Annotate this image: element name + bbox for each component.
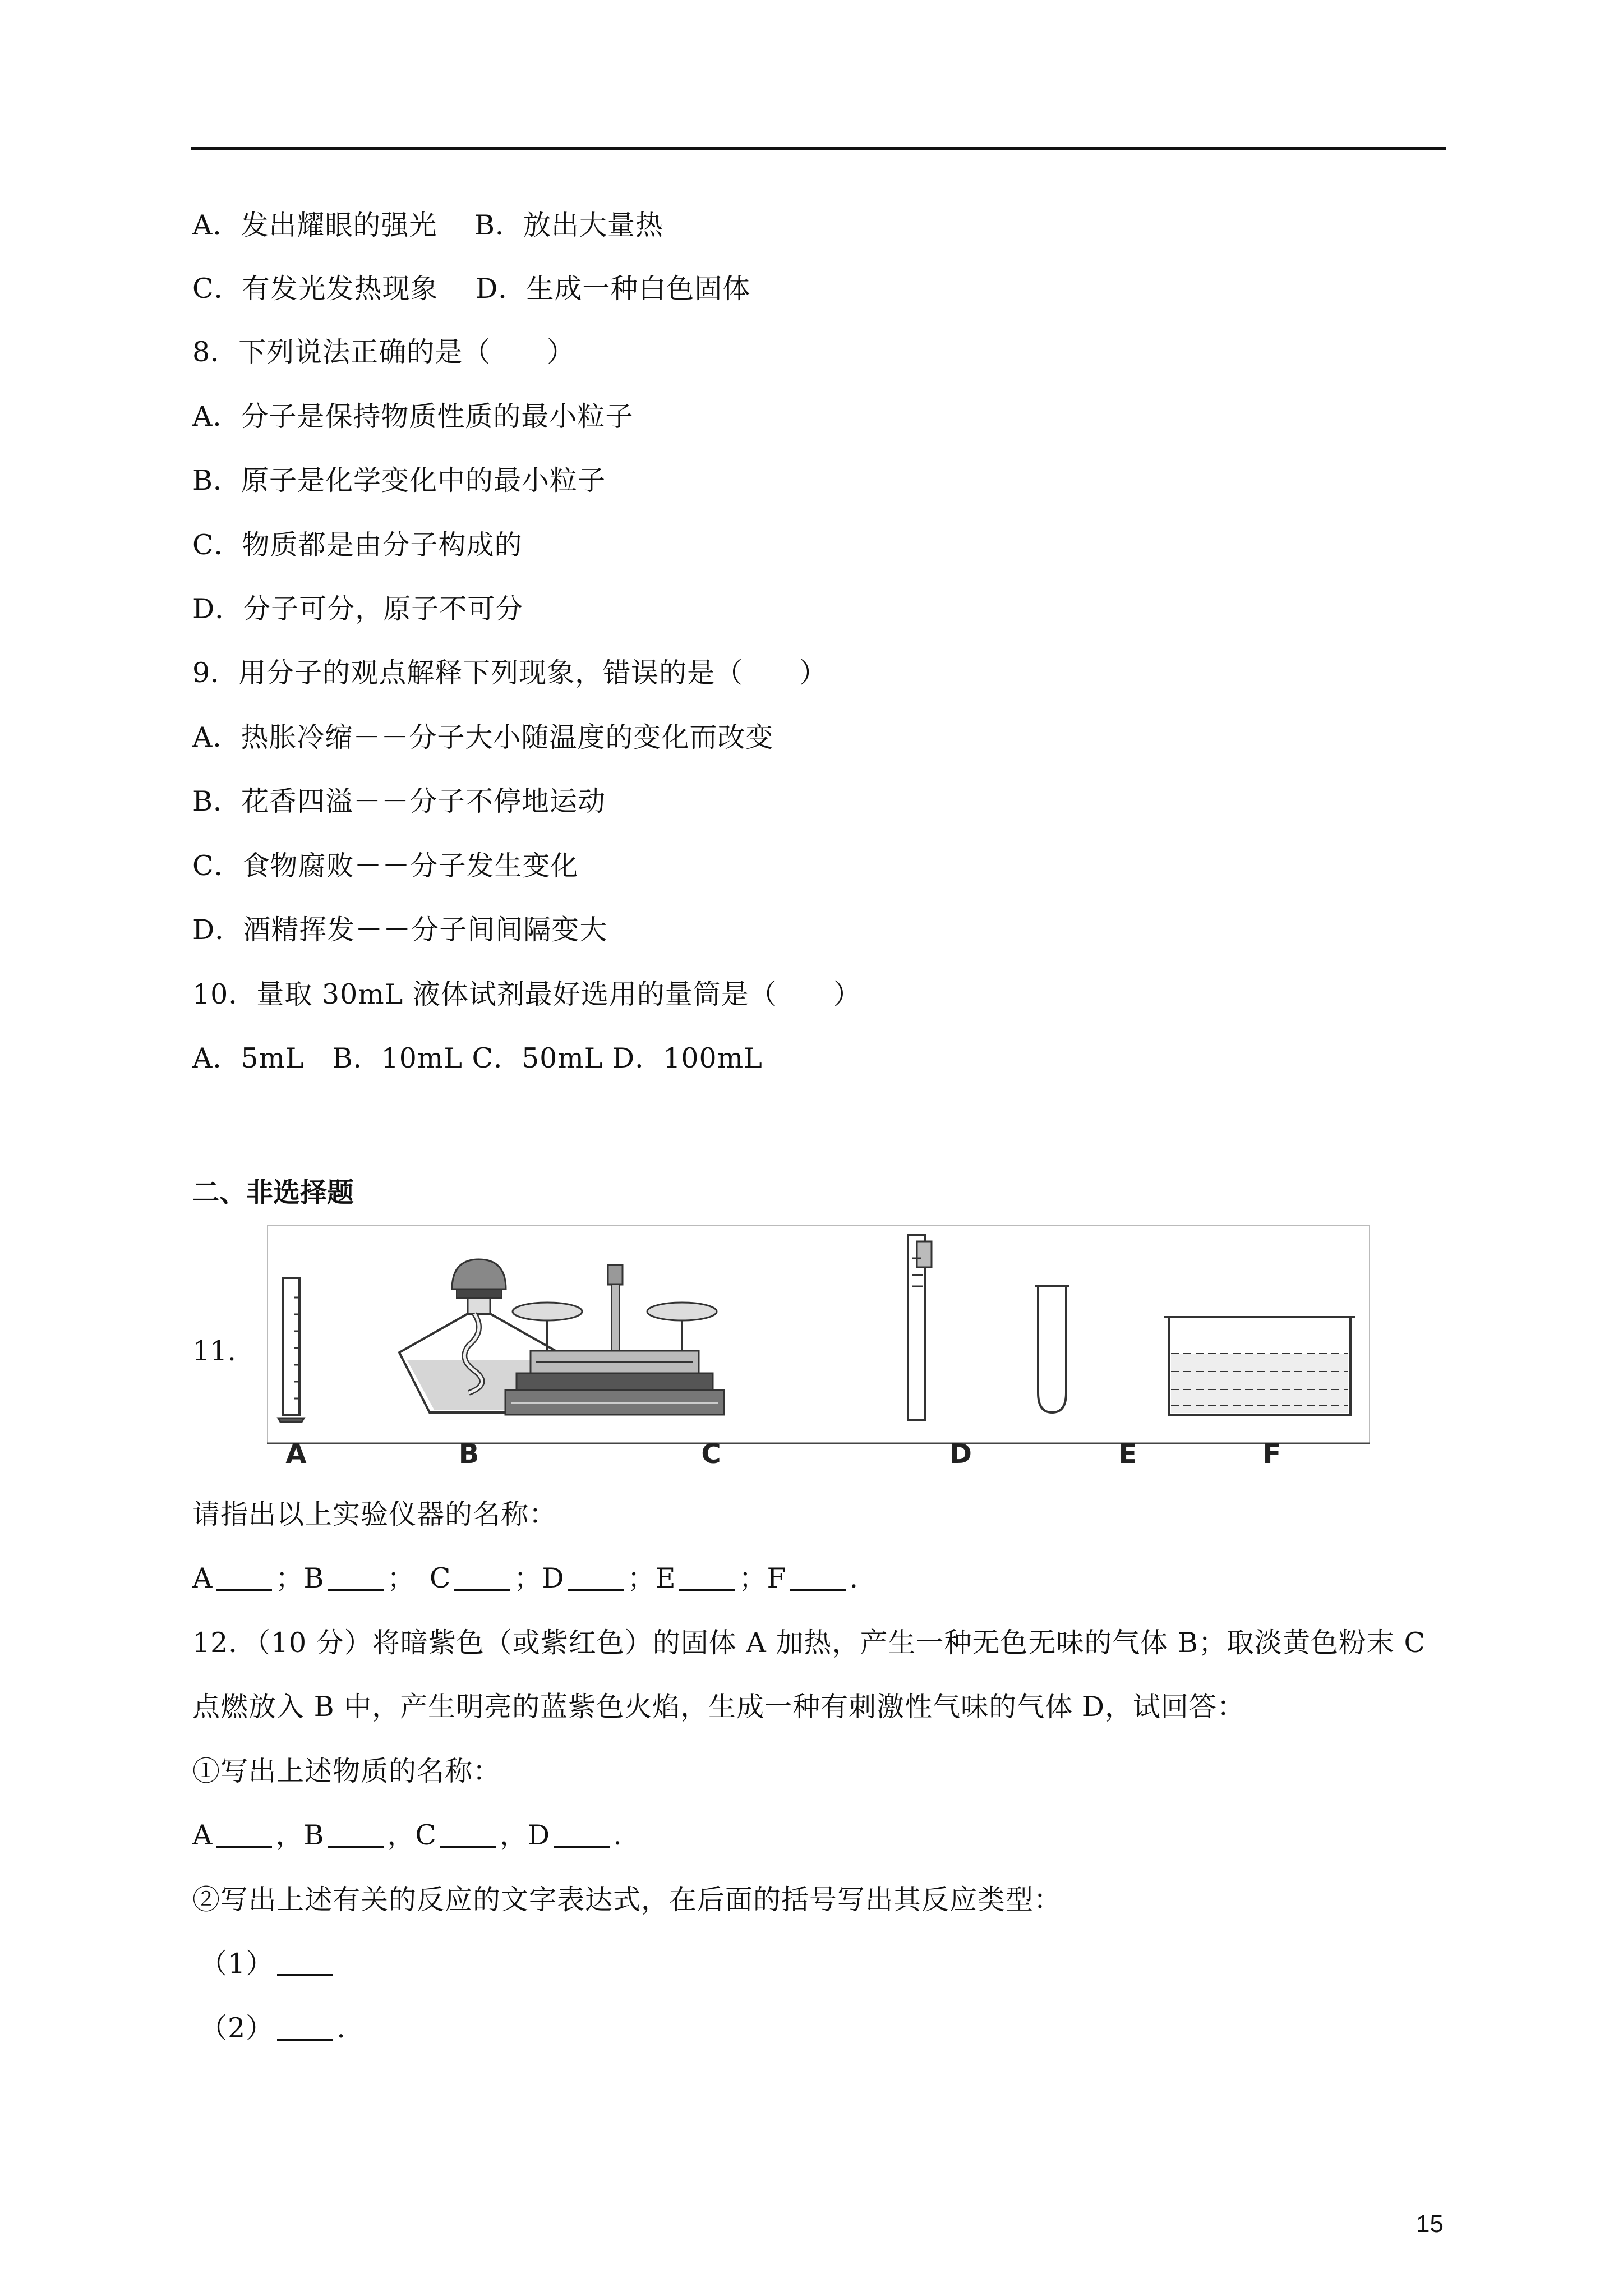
q11-answer-line: A ；B ； C ；D ；E ；F . bbox=[192, 1562, 859, 1594]
q9-stem: 9．用分子的观点解释下列现象，错误的是（ ） bbox=[192, 657, 828, 689]
q12-part1: ①写出上述物质的名称： bbox=[192, 1755, 501, 1787]
q8-option-a: A．分子是保持物质性质的最小粒子 bbox=[192, 401, 634, 432]
answer-blank[interactable] bbox=[216, 1564, 272, 1591]
q10-stem: 10．量取 30mL 液体试剂最好选用的量筒是（ ） bbox=[192, 978, 861, 1010]
answer-blank[interactable] bbox=[328, 1564, 384, 1591]
answer-blank[interactable] bbox=[554, 1821, 610, 1848]
answer-blank[interactable] bbox=[454, 1564, 510, 1591]
figure-label-e: E bbox=[1118, 1438, 1137, 1466]
q11-number: 11. bbox=[192, 1335, 236, 1367]
q12-stem-line2: 点燃放入 B 中，产生明亮的蓝紫色火焰，生成一种有刺激性气味的气体 D，试回答： bbox=[192, 1691, 1246, 1723]
q9-option-d: D．酒精挥发－－分子间间隔变大 bbox=[192, 914, 608, 946]
q8-stem: 8．下列说法正确的是（ ） bbox=[192, 336, 575, 368]
q8-option-b: B．原子是化学变化中的最小粒子 bbox=[192, 464, 606, 496]
answer-blank[interactable] bbox=[216, 1821, 272, 1848]
q9-option-a: A．热胀冷缩－－分子大小随温度的变化而改变 bbox=[192, 721, 774, 753]
q7-options-ab: A．发出耀眼的强光 B．放出大量热 bbox=[192, 209, 663, 241]
q10-options: A．5mL B．10mL C．50mL D．100mL bbox=[192, 1042, 763, 1074]
figure-label-c: C bbox=[701, 1438, 721, 1466]
answer-blank[interactable] bbox=[568, 1564, 624, 1591]
q8-option-d: D．分子可分，原子不可分 bbox=[192, 593, 524, 625]
figure-label-a: A bbox=[285, 1438, 307, 1466]
answer-blank[interactable] bbox=[790, 1564, 846, 1591]
answer-blank[interactable] bbox=[277, 1949, 333, 1976]
graduated-cylinder-icon bbox=[278, 1278, 304, 1422]
q8-option-c: C．物质都是由分子构成的 bbox=[192, 529, 523, 561]
q7-options-cd: C．有发光发热现象 D．生成一种白色固体 bbox=[192, 273, 751, 305]
answer-blank[interactable] bbox=[328, 1821, 384, 1848]
answer-blank[interactable] bbox=[277, 2014, 333, 2041]
test-tube-icon bbox=[1035, 1286, 1069, 1412]
q12-reaction-1: （1） bbox=[200, 1947, 336, 1981]
q12-reaction-2: （2） . bbox=[200, 2012, 346, 2044]
answer-blank[interactable] bbox=[440, 1821, 496, 1848]
figure-label-f: F bbox=[1262, 1438, 1281, 1466]
q11-prompt: 请指出以上实验仪器的名称： bbox=[192, 1498, 557, 1530]
apparatus-figure bbox=[267, 1225, 1370, 1466]
water-trough-icon bbox=[1164, 1317, 1355, 1415]
page-number: 15 bbox=[1416, 2210, 1444, 2238]
q12-stem-line1: 12．（10 分）将暗紫色（或紫红色）的固体 A 加热，产生一种无色无味的气体 B；取淡黄色粉末 C bbox=[192, 1627, 1426, 1659]
section-title: 二、非选择题 bbox=[192, 1177, 354, 1208]
figure-label-b: B bbox=[458, 1438, 479, 1466]
answer-blank[interactable] bbox=[679, 1564, 735, 1591]
q9-option-c: C．食物腐败－－分子发生变化 bbox=[192, 850, 579, 882]
q12-part2: ②写出上述有关的反应的文字表达式，在后面的括号写出其反应类型： bbox=[192, 1884, 1062, 1916]
q9-option-b: B．花香四溢－－分子不停地运动 bbox=[192, 785, 606, 817]
figure-label-d: D bbox=[949, 1438, 972, 1466]
header-rule bbox=[191, 147, 1446, 150]
q12-blanks-line: A ，B ，C ，D . bbox=[192, 1819, 623, 1851]
